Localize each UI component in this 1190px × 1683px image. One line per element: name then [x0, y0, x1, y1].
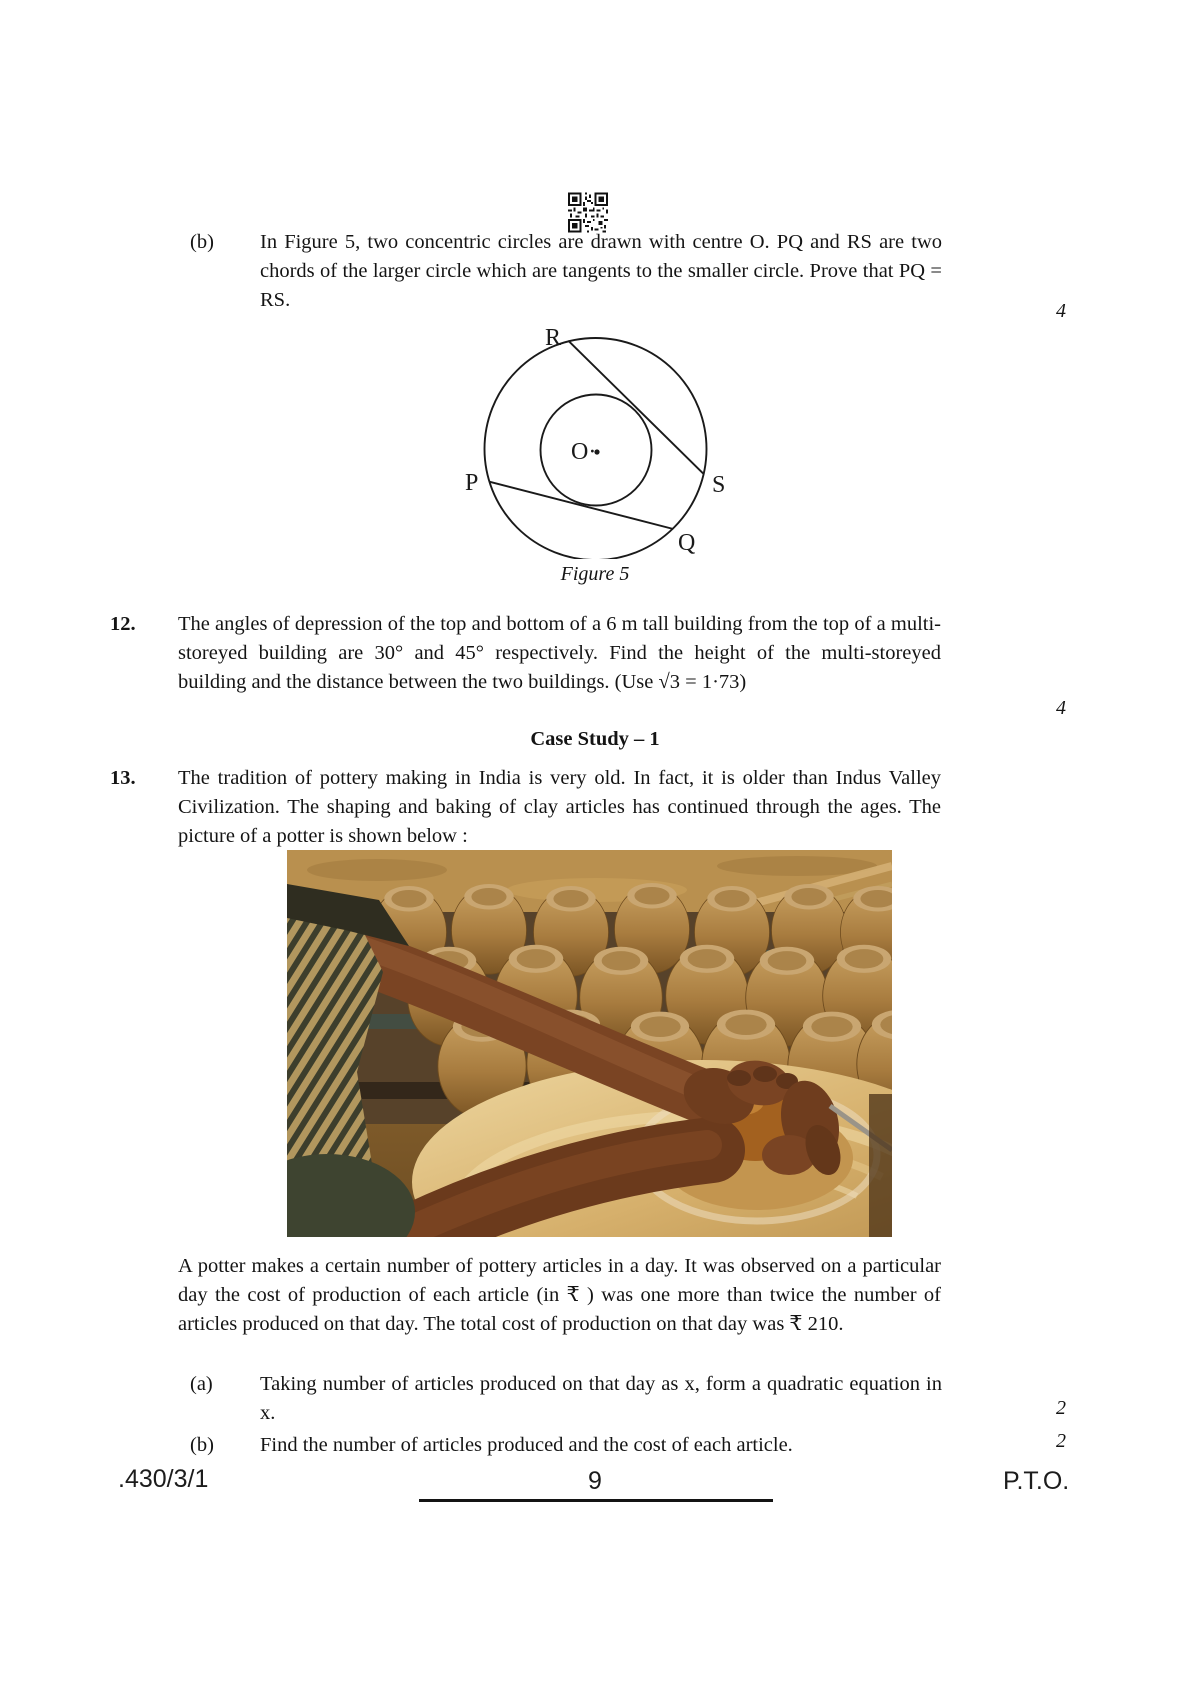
q13-body: A potter makes a certain number of pottery articles in a day. It was observed on a particular day the cost of production of each article (in ₹ ) was one more than twice the number of articles produced on that day. The total cost of production on that day was ₹ 210. — [178, 1255, 941, 1335]
q12-text: The angles of depression of the top and bottom of a 6 m tall building from the top of a multi-storeyed building are 30° and 45° respectively. Find the height of the multi-storeyed building and the distance between the two buildings. (Use √3 = 1·73) — [178, 613, 941, 693]
q13b-marks: 2 — [1056, 1430, 1066, 1452]
q13a-text: Taking number of articles produced on that day as x, form a quadratic equation in x. — [260, 1373, 942, 1424]
potter-photo — [287, 850, 892, 1237]
q13a-marks: 2 — [1056, 1397, 1066, 1419]
footer-underline — [419, 1499, 773, 1502]
figure-label-o: O· — [571, 439, 597, 465]
q13-number: 13. — [110, 767, 136, 789]
page-number: 9 — [588, 1467, 602, 1495]
q13b-text: Find the number of articles produced and the cost of each article. — [260, 1434, 793, 1456]
q12-number: 12. — [110, 613, 136, 635]
chord-pq — [489, 482, 673, 529]
case-study-heading: Case Study – 1 — [530, 728, 660, 750]
figure-label-s: S — [712, 472, 726, 498]
figure-label-r: R — [545, 325, 562, 351]
figure-label-q: Q — [678, 530, 696, 556]
q13a-label: (a) — [190, 1373, 213, 1395]
q13-intro: The tradition of pottery making in India is very old. In fact, it is older than Indus Valley Civilization. The shaping and baking of clay articles has continued through the ages. The picture of a potter is shown below : — [178, 767, 941, 847]
figure-label-p: P — [465, 470, 479, 496]
q11b-label: (b) — [190, 231, 214, 253]
figure-5-graphic — [425, 297, 745, 559]
q11b-text: In Figure 5, two concentric circles are drawn with centre O. PQ and RS are two chords of the larger circle which are tangents to the smaller circle. Prove that PQ = RS. — [260, 231, 942, 311]
q11b-marks: 4 — [1056, 300, 1066, 322]
q12-marks: 4 — [1056, 697, 1066, 719]
figure-5-caption: Figure 5 — [560, 563, 630, 585]
figure-5-diagram — [425, 297, 745, 559]
q13b-label: (b) — [190, 1434, 214, 1456]
potter-photo-graphic — [287, 850, 892, 1237]
pto-label: P.T.O. — [1003, 1467, 1070, 1495]
paper-code: .430/3/1 — [118, 1465, 209, 1493]
photo-right-shadow — [869, 1094, 892, 1237]
